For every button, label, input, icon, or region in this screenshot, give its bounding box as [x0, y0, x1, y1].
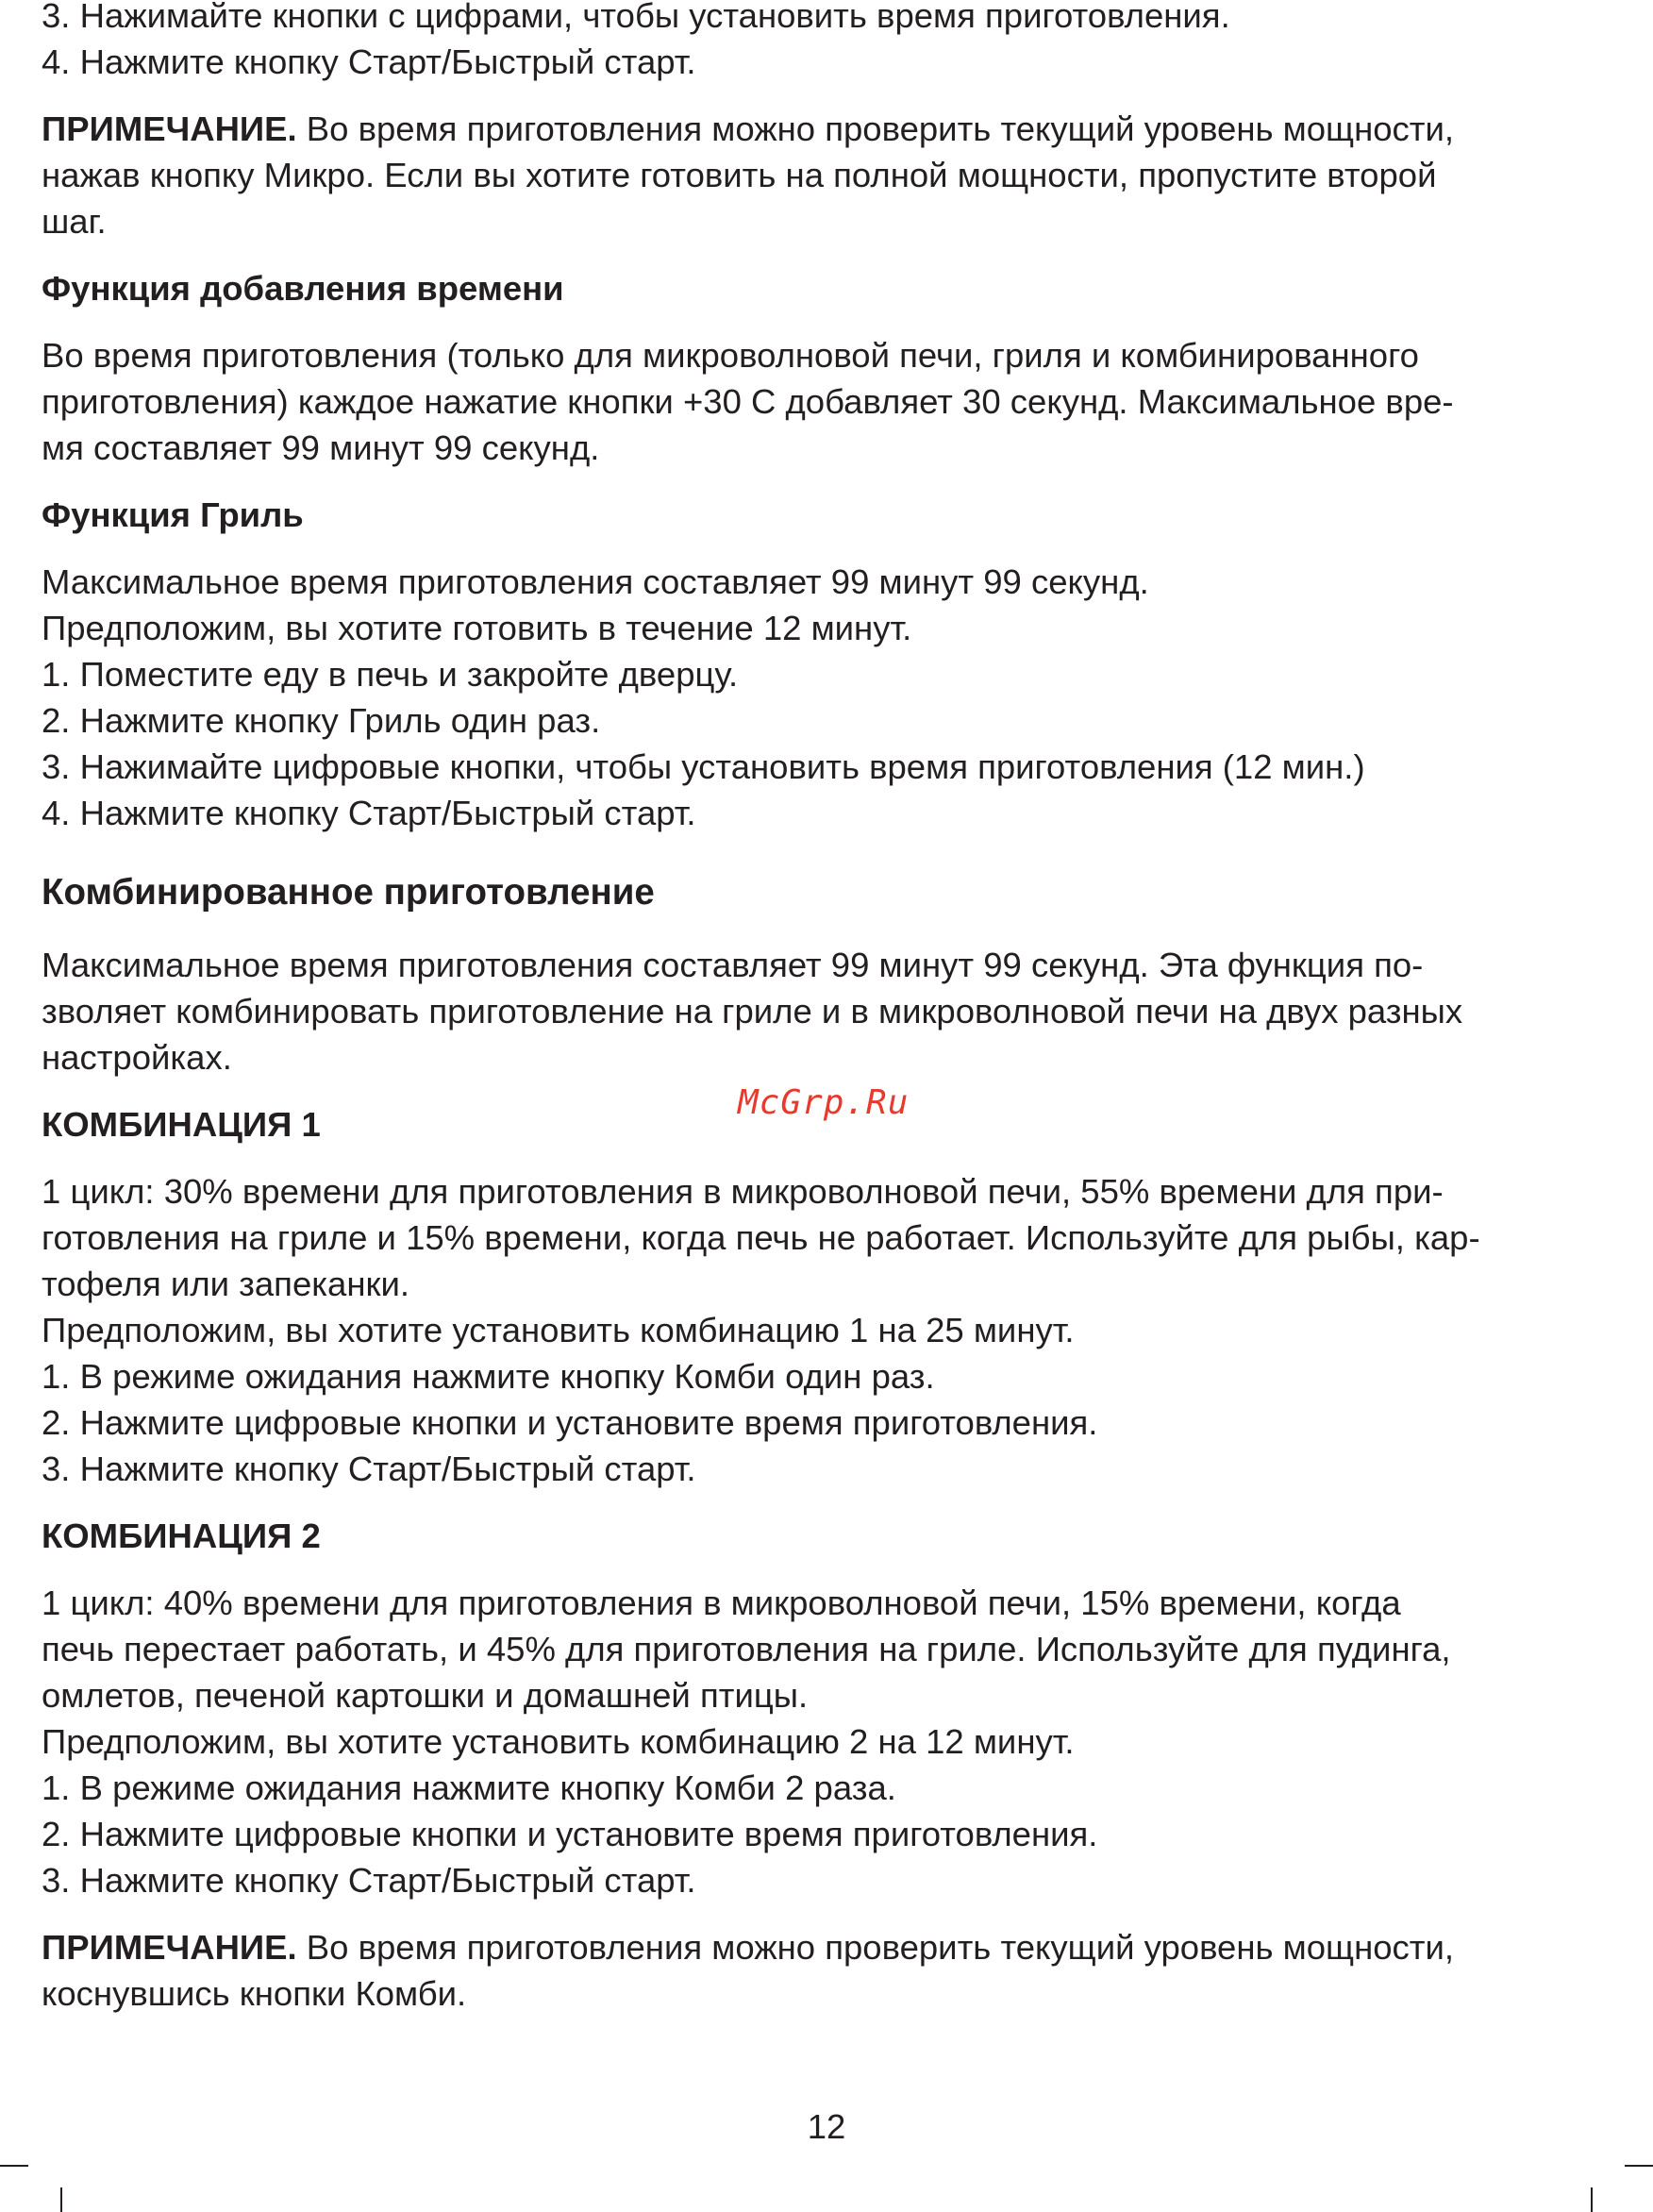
text-line: Предположим, вы хотите готовить в течение 12 минут. [42, 609, 912, 647]
step-line: 1. В режиме ожидания нажмите кнопку Комби один раз. [42, 1357, 935, 1396]
text-line: 1 цикл: 40% времени для приготовления в микроволновой печи, 15% времени, когда [42, 1584, 1401, 1622]
combo-1-paragraph [42, 1168, 1617, 1492]
section-heading-combo-2: КОМБИНАЦИЯ 2 [42, 1517, 321, 1555]
page-number: 12 [807, 2107, 846, 2146]
note-label: ПРИМЕЧАНИЕ. [42, 109, 297, 148]
note-label: ПРИМЕЧАНИЕ. [42, 1928, 297, 1967]
note-first-line [42, 106, 1617, 152]
text-line: печь перестает работать, и 45% для приготовления на гриле. Используйте для пудинга, [42, 1630, 1451, 1668]
text-line: Максимальное время приготовления составляет 99 минут 99 секунд. Эта функция по- [42, 946, 1424, 984]
note-text: Во время приготовления можно проверить текущий уровень мощности, [296, 1928, 1455, 1967]
note-paragraph [42, 106, 1617, 244]
text-line: настройках. [42, 1038, 232, 1077]
section-heading-grill: Функция Гриль [42, 495, 304, 534]
step-line: 2. Нажмите цифровые кнопки и установите время приготовления. [42, 1403, 1098, 1442]
step-line: 1. В режиме ожидания нажмите кнопку Комби 2 раза. [42, 1768, 896, 1807]
crop-mark [1591, 2187, 1593, 2212]
note-line: коснувшись кнопки Комби. [42, 1974, 467, 2013]
text-line: тофеля или запеканки. [42, 1265, 409, 1303]
step-line: 4. Нажмите кнопку Старт/Быстрый старт. [42, 42, 696, 81]
text-line: 1 цикл: 30% времени для приготовления в микроволновой печи, 55% времени для при- [42, 1172, 1444, 1211]
note-line: шаг. [42, 202, 107, 241]
note-line: нажав кнопку Микро. Если вы хотите готовить на полной мощности, пропустите второй [42, 156, 1437, 194]
step-line: 2. Нажмите кнопку Гриль один раз. [42, 701, 601, 740]
combined-paragraph [42, 942, 1617, 1081]
crop-mark [1625, 2165, 1653, 2167]
text-line: зволяет комбинировать приготовление на гриле и в микроволновой печи на двух разных [42, 992, 1463, 1031]
text-line: готовления на гриле и 15% времени, когда печь не работает. Используйте для рыбы, кар- [42, 1218, 1480, 1257]
top-steps [42, 0, 1617, 85]
step-line: 1. Поместите еду в печь и закройте дверцу. [42, 655, 739, 694]
text-line: мя составляет 99 минут 99 секунд. [42, 428, 600, 467]
combo-2-paragraph [42, 1580, 1617, 1903]
section-heading-combo-1: КОМБИНАЦИЯ 1 [42, 1105, 321, 1144]
text-line: приготовления) каждое нажатие кнопки +30 С добавляет 30 секунд. Максимальное вре- [42, 382, 1454, 421]
watermark: McGrp.Ru [738, 1083, 910, 1122]
step-line: 2. Нажмите цифровые кнопки и установите время приготовления. [42, 1815, 1098, 1853]
text-line: Предположим, вы хотите установить комбинацию 2 на 12 минут. [42, 1722, 1075, 1761]
section-heading-add-time: Функция добавления времени [42, 269, 564, 308]
step-line: 4. Нажмите кнопку Старт/Быстрый старт. [42, 794, 696, 832]
text-line: Предположим, вы хотите установить комбинацию 1 на 25 минут. [42, 1311, 1075, 1349]
step-line: 3. Нажимайте цифровые кнопки, чтобы установить время приготовления (12 мин.) [42, 747, 1365, 786]
crop-mark [0, 2165, 28, 2167]
step-line: 3. Нажимайте кнопки с цифрами, чтобы установить время приготовления. [42, 0, 1230, 35]
note-paragraph [42, 1924, 1617, 2017]
document-page [42, 0, 1617, 2017]
step-line: 3. Нажмите кнопку Старт/Быстрый старт. [42, 1450, 696, 1488]
text-line: Во время приготовления (только для микроволновой печи, гриля и комбинированного [42, 336, 1419, 375]
note-text: Во время приготовления можно проверить текущий уровень мощности, [296, 109, 1455, 148]
step-line: 3. Нажмите кнопку Старт/Быстрый старт. [42, 1861, 696, 1900]
section-heading-combined: Комбинированное приготовление [42, 872, 655, 913]
text-line: Максимальное время приготовления составляет 99 минут 99 секунд. [42, 562, 1149, 601]
note-first-line [42, 1924, 1617, 1970]
add-time-paragraph [42, 332, 1617, 471]
grill-paragraph [42, 559, 1617, 836]
crop-mark [60, 2187, 62, 2212]
text-line: омлетов, печеной картошки и домашней птицы. [42, 1676, 809, 1715]
